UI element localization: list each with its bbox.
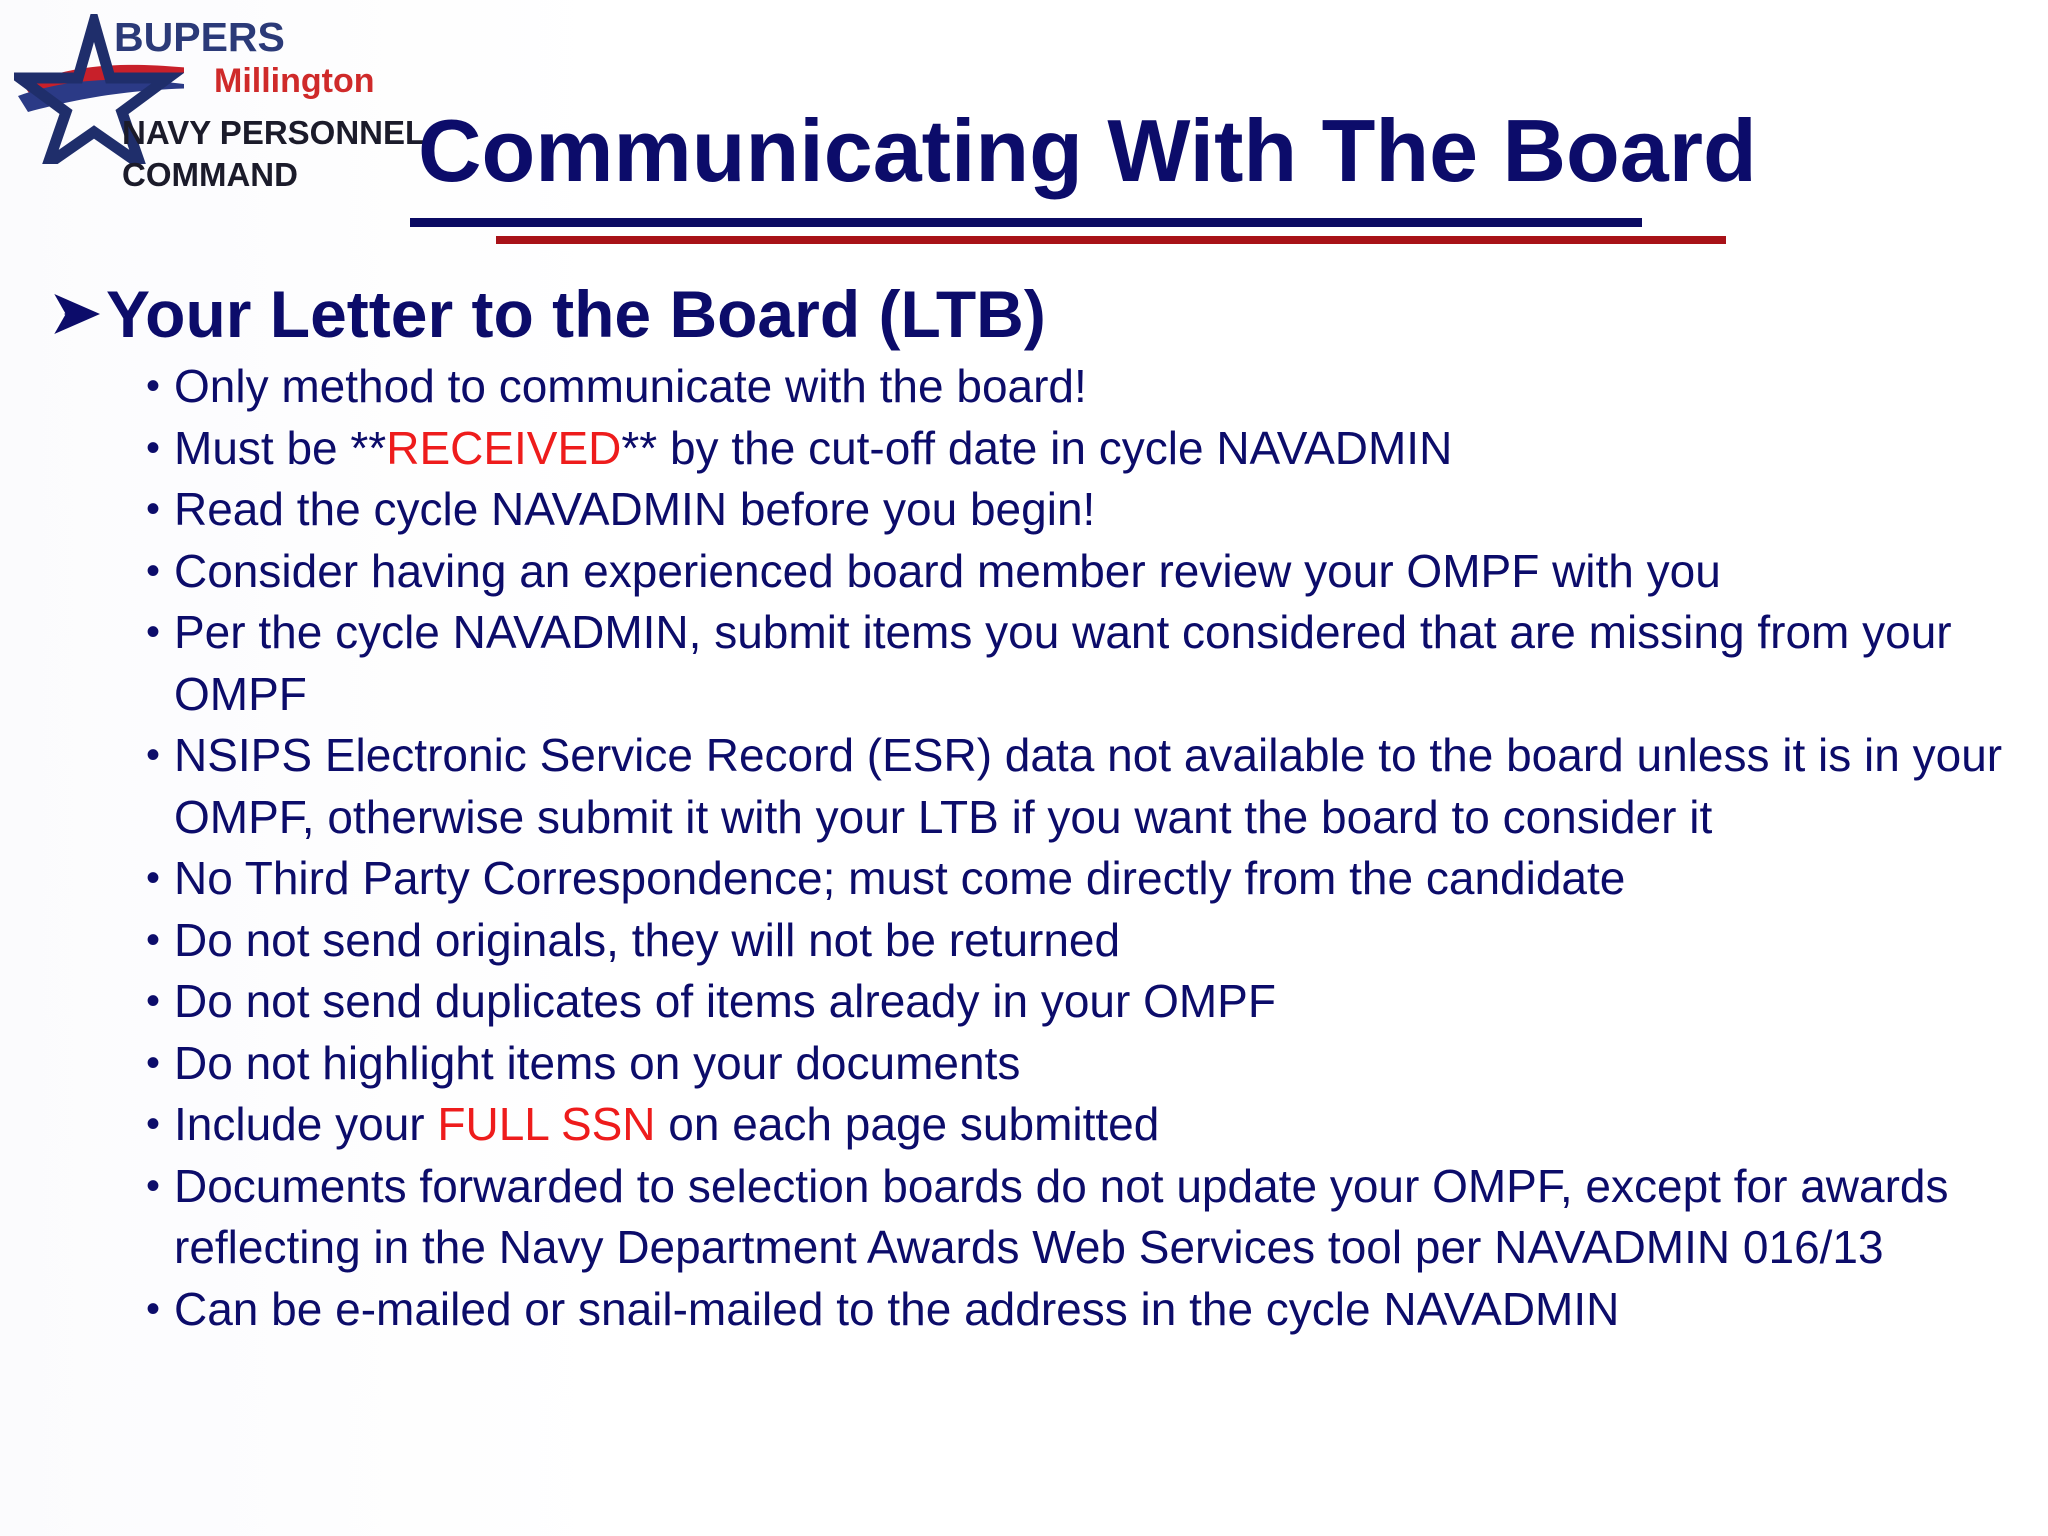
bullet-text: Do not highlight items on your documents	[174, 1036, 1021, 1089]
bullet-text: on each page submitted	[655, 1098, 1160, 1150]
list-item	[146, 418, 2026, 480]
bullet-highlight: FULL SSN	[437, 1098, 656, 1150]
bullet-text: Include your	[174, 1098, 438, 1150]
bullet-text: Only method to communicate with the board!	[174, 360, 1087, 412]
bullet-text: NSIPS Electronic Service Record (ESR) data not available to the board unless it is in your OMPF, otherwise submit it with your LTB if you want the board to consider it	[174, 729, 2003, 843]
bullet-dot-icon: •	[146, 856, 161, 900]
list-item	[146, 848, 2026, 910]
bullet-text: Can be e-mailed or snail-mailed to the address in the cycle NAVADMIN	[174, 1282, 1620, 1335]
bullet-dot-icon: •	[146, 979, 161, 1023]
bullet-text: Documents forwarded to selection boards do not update your OMPF, except for awards reflecting in the Navy Department Awards Web Services tool per NAVADMIN 016/13	[174, 1159, 1949, 1273]
title-rule-red	[496, 236, 1726, 244]
list-item	[146, 1156, 2026, 1279]
bullet-dot-icon: •	[146, 733, 161, 777]
section-heading-text: Your Letter to the Board (LTB)	[106, 277, 1046, 351]
bullet-text: Must be **	[174, 421, 387, 474]
logo-bupers: BUPERS	[114, 14, 285, 60]
bullet-dot-icon: •	[146, 548, 161, 593]
list-item	[146, 1279, 2026, 1341]
bullet-text: ** by the cut-off date in cycle NAVADMIN	[621, 421, 1453, 474]
list-item	[146, 479, 2026, 541]
title-rule-blue	[410, 218, 1642, 227]
list-item	[146, 602, 2026, 725]
logo-command: COMMAND	[122, 156, 298, 193]
bullet-dot-icon: •	[146, 487, 161, 531]
bullet-dot-icon: •	[146, 425, 161, 470]
bullet-dot-icon: •	[146, 1286, 161, 1331]
section-heading	[50, 276, 1046, 352]
list-item	[146, 910, 2026, 972]
bullet-highlight: RECEIVED	[386, 421, 622, 474]
bullet-dot-icon: •	[146, 1040, 161, 1085]
arrow-bullet-icon	[50, 289, 102, 339]
list-item	[146, 971, 2026, 1033]
list-item	[146, 541, 2026, 603]
logo-millington: Millington	[214, 62, 375, 100]
bullet-text: No Third Party Correspondence; must come directly from the candidate	[174, 852, 1626, 904]
list-item	[146, 356, 2026, 418]
bullet-text: Per the cycle NAVADMIN, submit items you want considered that are missing from your OMPF	[174, 606, 1952, 720]
bupers-logo	[14, 14, 434, 204]
list-item	[146, 1033, 2026, 1095]
list-item	[146, 1094, 2026, 1156]
logo-navy-personnel: NAVY PERSONNEL	[122, 114, 426, 151]
bullet-dot-icon: •	[146, 610, 161, 654]
bullet-text: Read the cycle NAVADMIN before you begin!	[174, 483, 1096, 535]
bullet-text: Do not send originals, they will not be returned	[174, 913, 1121, 966]
bullet-dot-icon: •	[146, 1102, 161, 1146]
list-item	[146, 725, 2026, 848]
bullet-dot-icon: •	[146, 364, 161, 408]
bullet-list	[146, 356, 2026, 1340]
slide-title: Communicating With The Board	[418, 101, 1757, 200]
bullet-text: Do not send duplicates of items already in your OMPF	[174, 975, 1276, 1027]
bullet-dot-icon: •	[146, 917, 161, 962]
bullet-dot-icon: •	[146, 1163, 161, 1208]
bullet-text: Consider having an experienced board member review your OMPF with you	[174, 544, 1721, 597]
